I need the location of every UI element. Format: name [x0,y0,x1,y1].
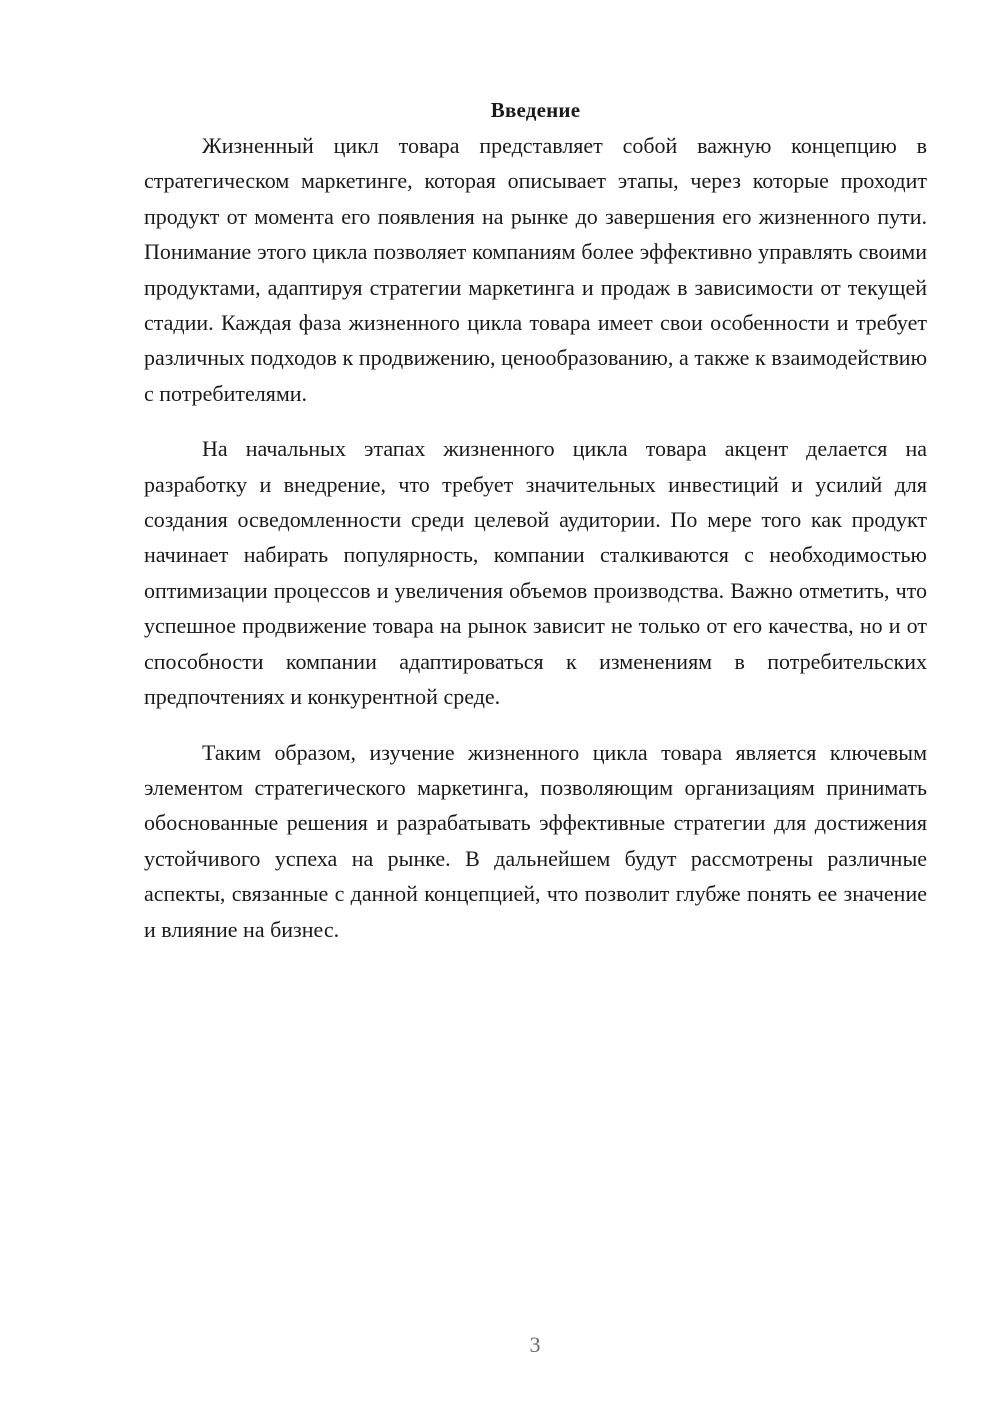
paragraph-3: Таким образом, изучение жизненного цикла товара является ключевым элементом стратегического маркетинга, позволяющим организациям принимать обоснованные решения и разрабатывать эффективные стратегии для достижения устойчивого успеха на рынке. В дальнейшем будут рассмотрены различные аспекты, связанные с данной концепцией, что позволит глубже понять ее значение и влияние на бизнес. [144,739,927,942]
paragraph-1: Жизненный цикл товара представляет собой важную концепцию в стратегическом маркетинге, которая описывает этапы, через которые проходит продукт от момента его появления на рынке до завершения его жизненного пути. Понимание этого цикла позволяет компаниям более эффективно управлять своими продуктами, адаптируя стратегии маркетинга и продаж в зависимости от текущей стадии. Каждая фаза жизненного цикла товара имеет свои особенности и требует различных подходов к продвижению, ценообразованию, а также к взаимодействию с потребителями. [144,133,927,406]
page-content [144,92,927,947]
page-number: 3 [529,1332,541,1357]
section-heading: Введение [490,98,581,122]
paragraph-2: На начальных этапах жизненного цикла товара акцент делается на разработку и внедрение, что требует значительных инвестиций и усилий для создания осведомленности среди целевой аудитории. По мере того как продукт начинает набирать популярность, компании сталкиваются с необходимостью оптимизации процессов и увеличения объемов производства. Важно отметить, что успешное продвижение товара на рынок зависит не только от его качества, но и от способности компании адаптироваться к изменениям в потребительских предпочтениях и конкурентной среде. [144,436,927,710]
